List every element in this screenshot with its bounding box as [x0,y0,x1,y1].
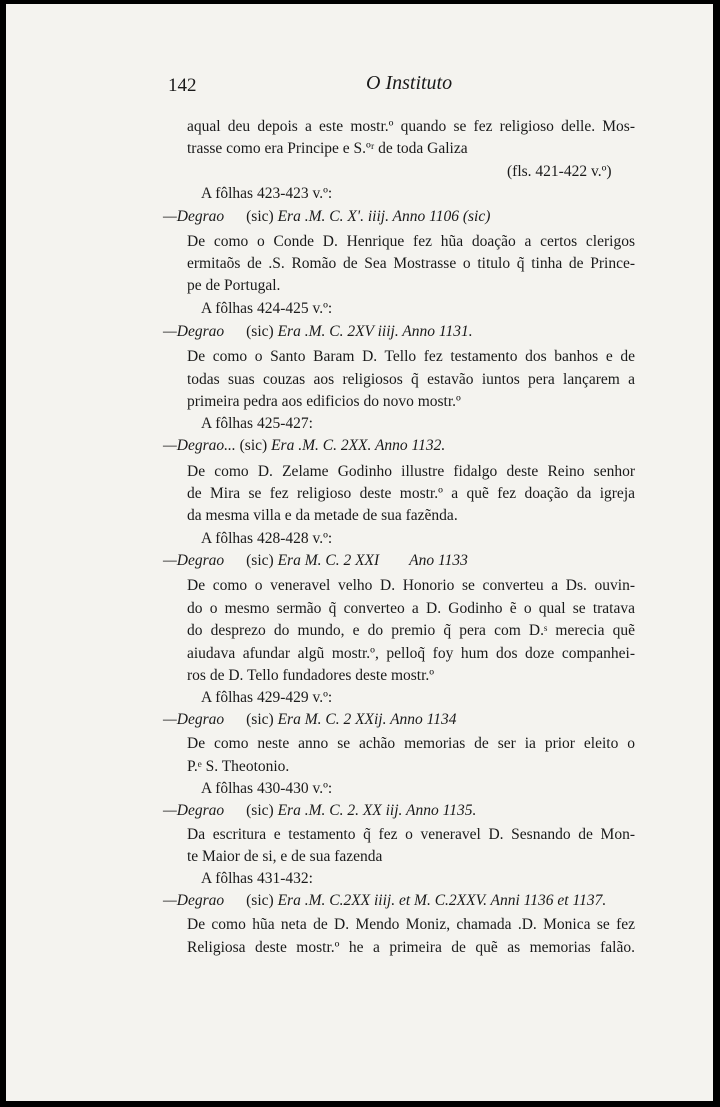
degrao-label: —Degrao [163,323,225,340]
era-reference: Era .M. C.2XX iiij. et M. C.2XXV. Anni 1136 et 1137. [277,892,607,909]
folio-heading: A fôlhas 428-428 v.º: [201,530,333,547]
degrao-entry [163,436,445,456]
text-line: aiudava afundar algũ mostr.º, pelloq̃ foy hum dos doze companhei- [187,645,635,662]
era-reference: Era .M. C. 2XX. Anno 1132. [271,437,446,454]
sic-note: (sic) [246,711,274,728]
degrao-entry [163,322,473,342]
era-reference: Era .M. C. X'. iiij. Anno 1106 (sic) [277,208,491,225]
text-line: De como o veneravel velho D. Honorio se converteu a Ds. ouvin- [187,577,635,594]
degrao-label: —Degrao [163,711,225,728]
text-line: Da escritura e testamento q̃ fez o veneravel D. Sesnando de Mon- [187,826,635,843]
folio-heading: A fôlhas 423-423 v.º: [201,185,333,202]
text-line: Religiosa deste mostr.º he a primeira de quẽ as memorias falão. [187,939,635,956]
sic-note: (sic) [246,208,274,225]
folio-heading: A fôlhas 424-425 v.º: [201,300,333,317]
degrao-entry [163,710,457,730]
text-line: pe de Portugal. [187,277,281,294]
anno-reference: Ano 1133 [409,552,468,569]
text-line: trasse como era Principe e S.ºʳ de toda Galiza [187,140,468,157]
era-reference: Era .M. C. 2XV iiij. Anno 1131. [277,323,473,340]
text-line: de Mira se fez religioso deste mostr.º a quẽ fez doação da igreja [187,485,635,502]
degrao-entry [163,801,476,821]
folio-reference: (fls. 421-422 v.º) [507,163,612,180]
sic-note: (sic) [246,323,274,340]
degrao-label: —Degrao [163,802,225,819]
text-line: te Maior de si, e de sua fazenda [187,848,383,865]
text-line: aqual deu depois a este mostr.º quando se fez religioso delle. Mos- [187,118,635,135]
degrao-label: —Degrao [163,552,225,569]
text-line: da mesma villa e da metade de sua fazẽnda. [187,507,458,524]
era-reference: Era M. C. 2 XXij. Anno 1134 [277,711,457,728]
degrao-entry [163,207,490,227]
text-line: ermitaõs de .S. Romão de Sea Mostrasse o titulo q̃ tinha de Prince- [187,255,635,272]
text-line: ros de D. Tello fundadores deste mostr.º [187,667,435,684]
folio-heading: A fôlhas 425-427: [201,415,313,432]
folio-heading: A fôlhas 431-432: [201,870,313,887]
degrao-label: —Degrao [163,208,225,225]
text-line: De como o Santo Baram D. Tello fez testamento dos banhos e de [187,348,635,365]
text-line: do o mesmo sermão q̃ converteo a D. Godinho ẽ o qual se tratava [187,600,635,617]
degrao-entry [163,551,468,571]
running-title: O Instituto [366,72,453,94]
page-number: 142 [168,75,197,96]
text-line: do desprezo do mundo, e do premio q̃ pera com D.ˢ merecia quẽ [187,622,635,639]
text-line: De como o Conde D. Henrique fez hũa doação a certos clerigos [187,233,635,250]
degrao-label: —Degrao [163,892,225,909]
sic-note: (sic) [246,892,274,909]
folio-heading: A fôlhas 430-430 v.º: [201,780,333,797]
text-line: todas suas couzas aos religiosos q̃ estavão iuntos pera lançarem a [187,371,635,388]
text-line: De como neste anno se achão memorias de ser ia prior eleito o [187,735,635,752]
sic-note: (sic) [246,552,274,569]
folio-heading: A fôlhas 429-429 v.º: [201,689,333,706]
degrao-entry [163,891,606,911]
text-line: P.ᵉ S. Theotonio. [187,758,290,775]
sic-note: (sic) [239,437,268,454]
degrao-label: —Degrao... [163,437,236,454]
era-reference: Era M. C. 2 XXI [277,552,380,569]
era-reference: Era .M. C. 2. XX iij. Anno 1135. [277,802,477,819]
sic-note: (sic) [246,802,274,819]
text-line: De como D. Zelame Godinho illustre fidalgo deste Reino senhor [187,463,635,480]
text-line: De como hũa neta de D. Mendo Moniz, chamada .D. Monica se fez [187,916,635,933]
text-line: primeira pedra aos edificios do novo mostr.º [187,393,461,410]
